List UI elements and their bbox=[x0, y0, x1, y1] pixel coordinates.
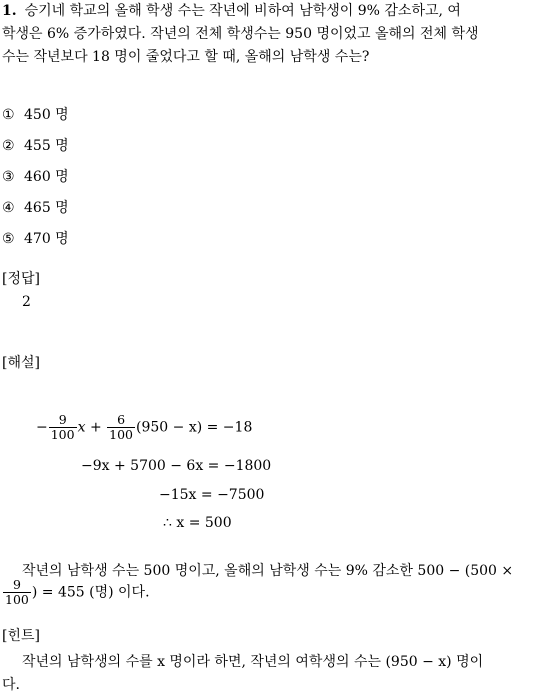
eq1-minus: − bbox=[36, 419, 48, 436]
answer-label: [정답] bbox=[2, 271, 40, 287]
hint-label: [힌트] bbox=[2, 628, 40, 644]
equation-4: ∴ x = 500 bbox=[163, 515, 232, 531]
choice-3-text: 460 명 bbox=[24, 169, 69, 185]
equation-1 bbox=[36, 413, 252, 442]
choice-1[interactable] bbox=[2, 104, 69, 124]
choice-3-mark: ③ bbox=[2, 169, 15, 185]
choice-4[interactable] bbox=[2, 197, 69, 217]
eq1-fraction-2 bbox=[107, 413, 135, 442]
choice-5-text: 470 명 bbox=[24, 231, 69, 247]
expl-frac-den: 100 bbox=[5, 592, 29, 607]
eq1-rest: (950 − x) = −18 bbox=[136, 419, 253, 436]
choice-2-mark: ② bbox=[2, 138, 15, 154]
choice-2[interactable] bbox=[2, 135, 69, 155]
hint-text-2: 다. bbox=[2, 677, 20, 693]
explanation-label: [해설] bbox=[2, 355, 40, 371]
explanation-fraction bbox=[3, 578, 31, 607]
answer-value: 2 bbox=[22, 294, 31, 310]
question-line-1 bbox=[2, 0, 461, 23]
explanation-text-2 bbox=[2, 578, 150, 607]
question-line-3: 수는 작년보다 18 명이 줄었다고 할 때, 올해의 남학생 수는? bbox=[2, 49, 370, 65]
eq1-plus: + bbox=[85, 419, 107, 436]
question-line-2: 학생은 6% 증가하였다. 작년의 전체 학생수는 950 명이었고 올해의 전체 학생 bbox=[2, 26, 479, 42]
eq1-fraction-1 bbox=[49, 413, 77, 442]
eq1-f1-den: 100 bbox=[50, 427, 75, 442]
eq1-f2-den: 100 bbox=[109, 427, 133, 442]
question-text-1: 승기네 학교의 올해 학생 수는 작년에 비하여 남학생이 9% 감소하고, 여 bbox=[24, 3, 461, 19]
choice-4-mark: ④ bbox=[2, 200, 15, 216]
equation-3: −15x = −7500 bbox=[159, 487, 265, 503]
choice-5[interactable] bbox=[2, 228, 69, 248]
choice-4-text: 465 명 bbox=[24, 200, 69, 216]
question-number: 1. bbox=[2, 3, 17, 19]
explanation-text-1: 작년의 남학생 수는 500 명이고, 올해의 남학생 수는 9% 감소한 500 − (500 × bbox=[22, 563, 514, 579]
equation-2: −9x + 5700 − 6x = −1800 bbox=[81, 458, 272, 474]
choice-2-text: 455 명 bbox=[24, 138, 69, 154]
eq1-f1-num: 9 bbox=[49, 413, 77, 428]
choice-1-text: 450 명 bbox=[24, 107, 69, 123]
expl-frac-num: 9 bbox=[3, 578, 31, 593]
choice-3[interactable] bbox=[2, 166, 69, 186]
choice-1-mark: ① bbox=[2, 107, 15, 123]
eq1-f2-num: 6 bbox=[107, 413, 135, 428]
hint-text-1: 작년의 남학생의 수를 x 명이라 하면, 작년의 여학생의 수는 (950 − x) 명이 bbox=[22, 654, 484, 670]
eq1-x: x bbox=[77, 419, 86, 436]
explanation-text-2-rest: ) = 455 (명) 이다. bbox=[31, 584, 150, 601]
choice-5-mark: ⑤ bbox=[2, 231, 15, 247]
